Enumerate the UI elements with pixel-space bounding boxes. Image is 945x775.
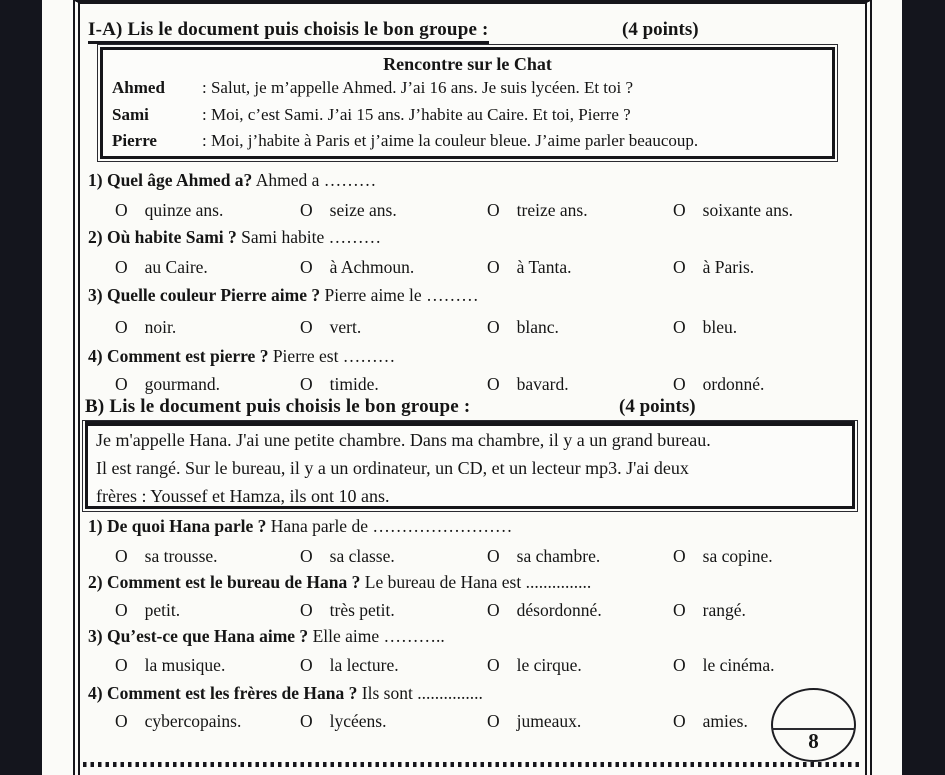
reading-box: [85, 423, 855, 509]
option-cell[interactable]: [115, 374, 220, 395]
option-label: très petit.: [329, 600, 395, 620]
option-cell[interactable]: [487, 317, 559, 338]
option-cell[interactable]: [673, 600, 746, 621]
radio-mark: O: [673, 655, 686, 675]
dialogue-row: [103, 102, 832, 129]
section-b-heading: B) Lis le document puis choisis le bon groupe :: [85, 396, 471, 417]
question-stem: Hana parle de ……………………: [270, 516, 513, 536]
option-cell[interactable]: [300, 257, 414, 278]
radio-mark: O: [115, 600, 128, 620]
options-row: [80, 546, 858, 568]
option-label: jumeaux.: [516, 711, 582, 731]
section-b-points: (4 points): [619, 396, 696, 417]
question-prompt: Comment est pierre ?: [106, 346, 269, 366]
question-number: 4): [88, 683, 103, 703]
option-cell[interactable]: [673, 200, 793, 221]
radio-mark: O: [300, 711, 313, 731]
question-prompt: Comment est le bureau de Hana ?: [106, 572, 361, 592]
option-cell[interactable]: [487, 257, 571, 278]
option-cell[interactable]: [300, 374, 379, 395]
radio-mark: O: [115, 655, 128, 675]
question-number: 3): [88, 285, 103, 305]
question-row: [88, 626, 848, 647]
speaker-name: Sami: [112, 104, 149, 124]
option-label: le cinéma.: [702, 655, 775, 675]
option-label: quinze ans.: [144, 200, 224, 220]
option-cell[interactable]: [115, 711, 241, 732]
radio-mark: O: [300, 374, 313, 394]
option-label: treize ans.: [516, 200, 588, 220]
question-row: [88, 683, 848, 704]
scanned-paper: [42, 0, 902, 775]
section-b-heading-row: [85, 396, 855, 425]
radio-mark: O: [673, 546, 686, 566]
dialogue-row: [103, 128, 832, 155]
reading-line: Je m'appelle Hana. J'ai une petite chambre. Dans ma chambre, il y a un grand bureau.: [96, 430, 711, 450]
question-stem: Pierre est ………: [272, 346, 396, 366]
speaker-text: : Moi, c’est Sami. J’ai 15 ans. J’habite au Caire. Et toi, Pierre ?: [202, 104, 631, 124]
question-number: 2): [88, 227, 103, 247]
speaker-name: Ahmed: [112, 78, 165, 97]
option-cell[interactable]: [487, 600, 602, 621]
radio-mark: O: [115, 711, 128, 731]
radio-mark: O: [300, 200, 313, 220]
option-cell[interactable]: [487, 655, 582, 676]
options-row: [80, 200, 858, 222]
question-prompt: Comment est les frères de Hana ?: [106, 683, 358, 703]
score-circle: [771, 688, 856, 762]
radio-mark: O: [115, 317, 128, 337]
option-cell[interactable]: [673, 655, 775, 676]
option-label: lycéens.: [329, 711, 387, 731]
option-label: à Paris.: [702, 257, 755, 277]
option-cell[interactable]: [115, 600, 180, 621]
options-row: [80, 317, 858, 339]
option-label: timide.: [329, 374, 379, 394]
radio-mark: O: [115, 546, 128, 566]
options-row: [80, 711, 858, 733]
radio-mark: O: [115, 257, 128, 277]
radio-mark: O: [115, 374, 128, 394]
question-stem: Sami habite ………: [241, 227, 382, 247]
option-label: le cirque.: [516, 655, 582, 675]
radio-mark: O: [487, 655, 500, 675]
option-cell[interactable]: [115, 257, 208, 278]
option-label: à Achmoun.: [329, 257, 415, 277]
question-row: [88, 572, 848, 593]
option-cell[interactable]: [115, 546, 218, 567]
question-prompt: Quel âge Ahmed a?: [106, 170, 253, 190]
question-stem: Elle aime ………..: [312, 626, 445, 646]
option-cell[interactable]: [487, 546, 600, 567]
radio-mark: O: [487, 200, 500, 220]
option-cell[interactable]: [300, 317, 361, 338]
question-number: 3): [88, 626, 103, 646]
option-label: gourmand.: [144, 374, 220, 394]
question-row: [88, 516, 848, 537]
question-row: [88, 227, 848, 248]
radio-mark: O: [673, 317, 686, 337]
radio-mark: O: [487, 711, 500, 731]
options-row: [80, 655, 858, 677]
section-a-heading-row: [88, 19, 858, 45]
question-row: [88, 285, 848, 306]
speaker-name: Pierre: [112, 131, 157, 150]
reading-line: frères : Youssef et Hamza, ils ont 10 ans.: [96, 486, 390, 506]
option-cell[interactable]: [673, 711, 748, 732]
radio-mark: O: [673, 711, 686, 731]
dialogue-row: [103, 75, 832, 102]
option-cell[interactable]: [487, 200, 588, 221]
radio-mark: O: [300, 546, 313, 566]
radio-mark: O: [673, 600, 686, 620]
option-label: rangé.: [702, 600, 746, 620]
option-label: sa copine.: [702, 546, 773, 566]
question-prompt: Où habite Sami ?: [106, 227, 237, 247]
option-label: ordonné.: [702, 374, 765, 394]
option-cell[interactable]: [300, 546, 395, 567]
reading-line: Il est rangé. Sur le bureau, il y a un ordinateur, un CD, et un lecteur mp3. J'ai deux: [96, 458, 689, 478]
question-row: [88, 346, 848, 367]
radio-mark: O: [487, 257, 500, 277]
option-cell[interactable]: [115, 655, 225, 676]
question-number: 2): [88, 572, 103, 592]
option-cell[interactable]: [115, 200, 223, 221]
radio-mark: O: [673, 200, 686, 220]
dialogue-title: Rencontre sur le Chat: [383, 54, 552, 74]
speaker-text: : Moi, j’habite à Paris et j’aime la couleur bleue. J’aime parler beaucoup.: [202, 131, 699, 150]
options-row: [80, 600, 858, 622]
dialogue-box: [100, 47, 835, 159]
question-prompt: Qu’est-ce que Hana aime ?: [106, 626, 309, 646]
option-label: la lecture.: [329, 655, 399, 675]
radio-mark: O: [673, 257, 686, 277]
option-label: à Tanta.: [516, 257, 572, 277]
radio-mark: O: [487, 546, 500, 566]
option-cell[interactable]: [673, 317, 737, 338]
page-frame: [73, 0, 872, 775]
question-number: 4): [88, 346, 103, 366]
score-value: 8: [808, 729, 819, 754]
radio-mark: O: [115, 200, 128, 220]
option-label: petit.: [144, 600, 181, 620]
option-label: sa chambre.: [516, 546, 601, 566]
question-prompt: De quoi Hana parle ?: [106, 516, 267, 536]
option-cell[interactable]: [115, 317, 176, 338]
option-label: vert.: [329, 317, 362, 337]
option-cell[interactable]: [300, 600, 395, 621]
section-a-points: (4 points): [622, 19, 699, 40]
option-label: blanc.: [516, 317, 559, 337]
option-cell[interactable]: [300, 200, 397, 221]
question-number: 1): [88, 516, 103, 536]
option-label: seize ans.: [329, 200, 397, 220]
radio-mark: O: [487, 600, 500, 620]
dotted-separator: [83, 762, 859, 767]
option-cell[interactable]: [487, 374, 569, 395]
option-label: la musique.: [144, 655, 226, 675]
option-label: au Caire.: [144, 257, 208, 277]
option-cell[interactable]: [673, 546, 773, 567]
option-cell[interactable]: [487, 711, 581, 732]
speaker-text: : Salut, je m’appelle Ahmed. J’ai 16 ans. Je suis lycéen. Et toi ?: [202, 78, 634, 97]
radio-mark: O: [300, 655, 313, 675]
options-row: [80, 257, 858, 279]
option-cell[interactable]: [673, 257, 754, 278]
option-label: sa trousse.: [144, 546, 218, 566]
question-stem: Pierre aime le ………: [324, 285, 479, 305]
option-label: noir.: [144, 317, 177, 337]
option-cell[interactable]: [673, 374, 764, 395]
option-label: amies.: [702, 711, 748, 731]
option-label: bavard.: [516, 374, 569, 394]
question-row: [88, 170, 848, 191]
radio-mark: O: [300, 600, 313, 620]
options-row: [80, 374, 858, 396]
question-stem: Le bureau de Hana est ...............: [364, 572, 592, 592]
option-label: cybercopains.: [144, 711, 242, 731]
question-stem: Ils sont ...............: [361, 683, 483, 703]
option-label: désordonné.: [516, 600, 602, 620]
question-stem: Ahmed a ………: [255, 170, 377, 190]
radio-mark: O: [487, 374, 500, 394]
option-label: sa classe.: [329, 546, 395, 566]
option-label: soixante ans.: [702, 200, 794, 220]
section-a-heading: I-A) Lis le document puis choisis le bon groupe :: [88, 19, 489, 44]
question-prompt: Quelle couleur Pierre aime ?: [106, 285, 321, 305]
radio-mark: O: [673, 374, 686, 394]
radio-mark: O: [300, 257, 313, 277]
option-label: bleu.: [702, 317, 738, 337]
option-cell[interactable]: [300, 655, 399, 676]
option-cell[interactable]: [300, 711, 387, 732]
radio-mark: O: [487, 317, 500, 337]
radio-mark: O: [300, 317, 313, 337]
question-number: 1): [88, 170, 103, 190]
